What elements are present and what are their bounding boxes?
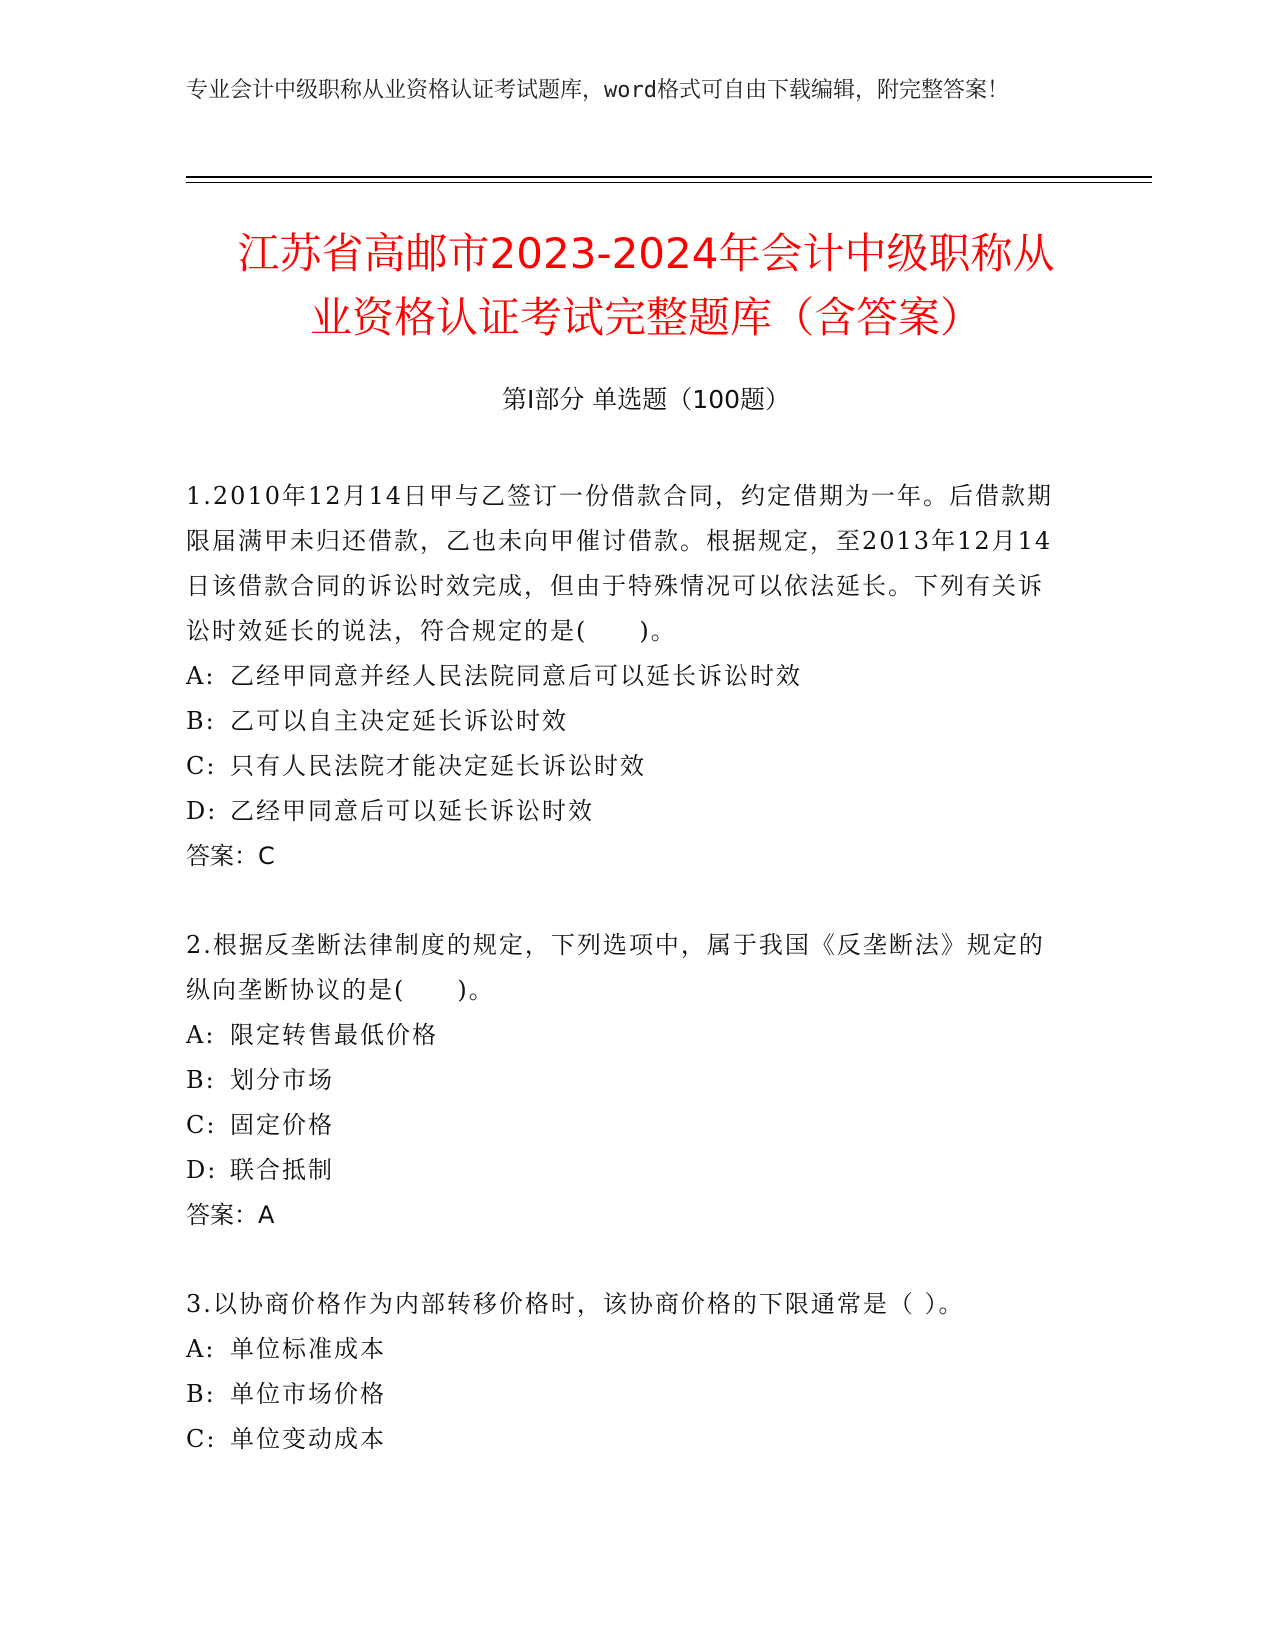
option-a bbox=[186, 654, 1066, 699]
option-key: D: bbox=[186, 1156, 218, 1184]
option-d bbox=[186, 789, 1066, 834]
answer-line: 答案：A bbox=[186, 1201, 275, 1229]
option-key: C: bbox=[186, 752, 217, 780]
option-key: D: bbox=[186, 797, 218, 825]
option-key: A: bbox=[186, 662, 216, 690]
header-note: 专业会计中级职称从业资格认证考试题库，word格式可自由下载编辑，附完整答案！ bbox=[186, 78, 1009, 103]
document-title bbox=[186, 222, 1106, 350]
option-text: 乙可以自主决定延长诉讼时效 bbox=[230, 707, 568, 735]
option-b bbox=[186, 1058, 1066, 1103]
option-key: B: bbox=[186, 1380, 216, 1408]
option-a bbox=[186, 1013, 1066, 1058]
document-title-line-2: 业资格认证考试完整题库（含答案） bbox=[309, 293, 982, 342]
option-text: 乙经甲同意并经人民法院同意后可以延长诉讼时效 bbox=[230, 662, 802, 690]
option-text: 单位变动成本 bbox=[230, 1425, 386, 1453]
question-list bbox=[186, 474, 1066, 1506]
header-divider-thick bbox=[186, 176, 1152, 178]
answer-line: 答案：C bbox=[186, 842, 275, 870]
option-c bbox=[186, 1103, 1066, 1148]
option-text: 乙经甲同意后可以延长诉讼时效 bbox=[230, 797, 594, 825]
option-text: 单位市场价格 bbox=[230, 1380, 386, 1408]
option-text: 划分市场 bbox=[230, 1066, 334, 1094]
option-d bbox=[186, 1148, 1066, 1193]
option-b bbox=[186, 1372, 1066, 1417]
option-c bbox=[186, 1417, 1066, 1462]
header-divider-thin bbox=[186, 182, 1152, 183]
option-text: 固定价格 bbox=[230, 1111, 334, 1139]
document-title-line-1: 江苏省高邮市2023-2024年会计中级职称从 bbox=[237, 229, 1055, 278]
option-key: B: bbox=[186, 707, 216, 735]
question-3 bbox=[186, 1282, 1066, 1462]
question-1 bbox=[186, 474, 1066, 879]
option-b bbox=[186, 699, 1066, 744]
option-key: B: bbox=[186, 1066, 216, 1094]
option-key: C: bbox=[186, 1111, 217, 1139]
option-key: A: bbox=[186, 1021, 216, 1049]
option-key: C: bbox=[186, 1425, 217, 1453]
section-heading: 第Ⅰ部分 单选题（100题） bbox=[501, 385, 791, 414]
option-text: 单位标准成本 bbox=[230, 1335, 386, 1363]
option-a bbox=[186, 1327, 1066, 1372]
question-2 bbox=[186, 923, 1066, 1238]
question-stem: 3.以协商价格作为内部转移价格时，该协商价格的下限通常是（ ）。 bbox=[186, 1290, 965, 1318]
option-text: 限定转售最低价格 bbox=[230, 1021, 438, 1049]
option-text: 联合抵制 bbox=[230, 1156, 334, 1184]
option-text: 只有人民法院才能决定延长诉讼时效 bbox=[230, 752, 646, 780]
question-stem: 2.根据反垄断法律制度的规定，下列选项中，属于我国《反垄断法》规定的纵向垄断协议的是( )。 bbox=[186, 931, 1045, 1004]
option-key: A: bbox=[186, 1335, 216, 1363]
option-c bbox=[186, 744, 1066, 789]
question-stem: 1.2010年12月14日甲与乙签订一份借款合同，约定借期为一年。后借款期限届满甲未归还借款，乙也未向甲催讨借款。根据规定，至2013年12月14日该借款合同的诉讼时效完成，但由于特殊情况可以依法延长。下列有关诉讼时效延长的说法，符合规定的是( )。 bbox=[186, 482, 1054, 645]
